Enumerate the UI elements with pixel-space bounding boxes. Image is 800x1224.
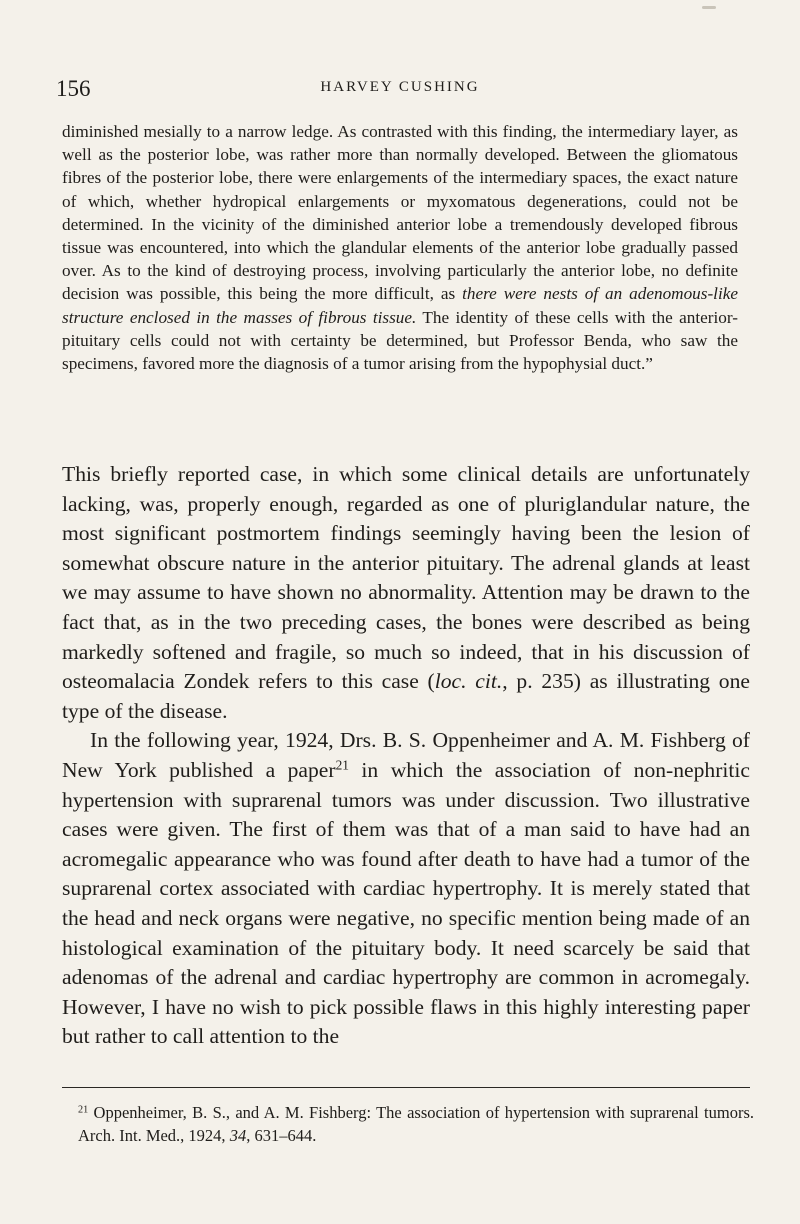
quote-paragraph xyxy=(62,120,738,375)
quoted-passage xyxy=(62,120,738,375)
footnotes xyxy=(78,1101,754,1147)
running-title: HARVEY CUSHING xyxy=(320,79,480,95)
footnote-volume: 34 xyxy=(229,1126,247,1145)
quote-text-end: The identity of these cells with the anterior-pituitary cells could not with certainty be determined, but Professor Benda, who saw the specimens, favored more the diagnosis of a tumor arising from the hypophysial duct.” xyxy=(62,307,738,374)
quote-text: diminished mesially to a narrow ledge. As contrasted with this finding, the intermediary layer, as well as the posterior lobe, was rather more than normally developed. Between the gliomatous fibres of the posterior lobe, there were enlargements of the intermediary spaces, the exact nature of which, whether hydropical enlargements or myxomatous degenerations, could not be determined. In the vicinity of the diminished anterior lobe a tremendously developed fibrous tissue was encountered, into which the glandular elements of the anterior lobe gradually passed over. As to the kind of destroying process, involving particularly the anterior lobe, no definite decision was possible, this being the more difficult, as xyxy=(62,122,738,304)
paragraph-2-text-end: in which the association of non-nephritic hypertension with suprarenal tumors was under discussion. Two illustrative cases were given. The first of them was that of a man said to have had an acromegalic appearance who was found after death to have had a tumor of the suprarenal cortex associated with cardiac hypertrophy. It is merely stated that the head and neck organs were negative, no specific mention being made of an histological examination of the pituitary body. It need scarcely be said that adenomas of the adrenal and cardiac hypertrophy are common in acromegaly. However, I have no wish to pick possible flaws in this highly interesting paper but rather to call attention to the xyxy=(62,757,750,1049)
paragraph-2-text: In the following year, 1924, Drs. B. S. Oppenheimer and A. M. Fishberg of New York published a paper xyxy=(62,728,750,782)
paragraph-1-italic: loc. cit. xyxy=(434,669,503,694)
quote-italic-text: there were nests of an adenomous-like structure enclosed in the masses of fibrous tissue. xyxy=(62,284,738,327)
page-header xyxy=(56,76,744,104)
footnote-number: 21 xyxy=(78,1104,89,1116)
paragraph-1-text-end: , p. 235) as illustrating one type of the disease. xyxy=(62,669,750,723)
footnote-divider xyxy=(62,1087,750,1088)
footnote-text-end: , 631–644. xyxy=(246,1126,317,1145)
page-number: 156 xyxy=(56,76,91,101)
footnote-21 xyxy=(78,1101,754,1147)
paragraph-1 xyxy=(62,460,750,726)
footnote-text: Oppenheimer, B. S., and A. M. Fishberg: The association of hypertension with suprarenal tumors. Arch. Int. Med., 1924, xyxy=(78,1103,754,1145)
paragraph-1-text: This briefly reported case, in which some clinical details are unfortunately lacking, was, properly enough, regarded as one of pluriglandular nature, the most significant postmortem findings seemingly having been the lesion of somewhat obscure nature in the anterior pituitary. The adrenal glands at least we may assume to have shown no abnormality. Attention may be drawn to the fact that, as in the two preceding cases, the bones were described as being markedly softened and fragile, so much so indeed, that in his discussion of osteomalacia Zondek refers to this case ( xyxy=(62,462,750,694)
scan-speck xyxy=(702,6,716,9)
main-text xyxy=(62,460,750,1052)
footnote-reference[interactable]: 21 xyxy=(335,757,349,773)
paragraph-2 xyxy=(62,726,750,1052)
